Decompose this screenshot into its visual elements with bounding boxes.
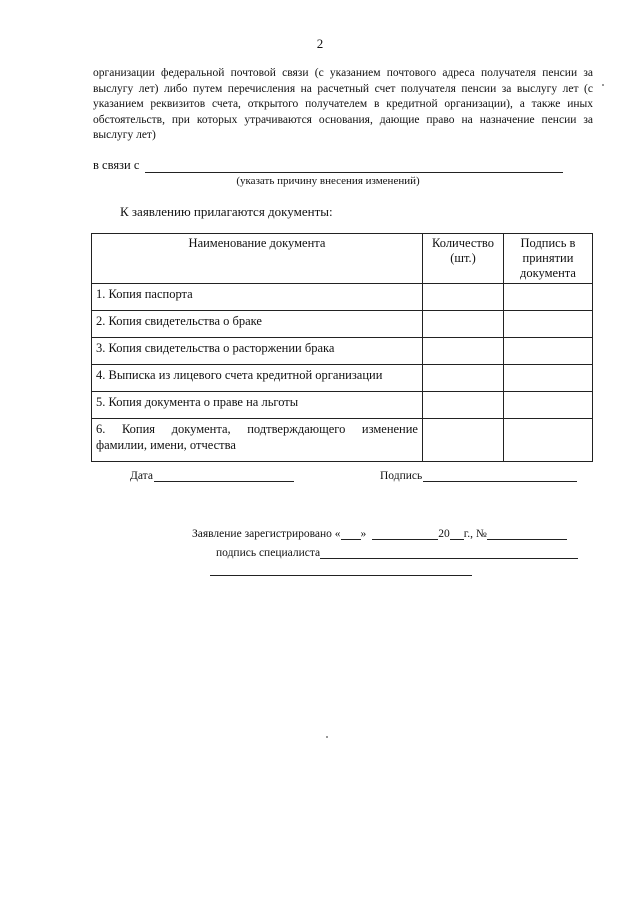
signature-cell xyxy=(504,311,593,338)
header-document-name: Наименование документа xyxy=(92,234,423,284)
page-number: 2 xyxy=(316,36,324,51)
signature-cell xyxy=(504,392,593,419)
reason-line xyxy=(93,158,563,173)
date-field xyxy=(130,470,294,482)
signature-cell xyxy=(504,338,593,365)
header-signature: Подпись в принятии документа xyxy=(504,234,593,284)
specialist-blank xyxy=(320,547,578,559)
documents-table xyxy=(91,233,593,462)
signature-blank xyxy=(423,470,577,482)
signature-label: Подпись xyxy=(380,470,423,482)
table-row xyxy=(92,311,593,338)
table-row xyxy=(92,392,593,419)
quantity-cell xyxy=(423,365,504,392)
table-row xyxy=(92,338,593,365)
specialist-signature-line xyxy=(216,547,578,559)
signature-cell xyxy=(504,365,593,392)
quantity-cell xyxy=(423,284,504,311)
table-row xyxy=(92,284,593,311)
registration-year-prefix: 20 xyxy=(438,528,450,540)
registration-quote-close: » xyxy=(360,528,367,540)
date-label: Дата xyxy=(130,470,153,482)
quantity-cell xyxy=(423,392,504,419)
table-header-row xyxy=(92,234,593,284)
scan-speck xyxy=(326,736,328,738)
table-row xyxy=(92,419,593,462)
registration-day-blank xyxy=(341,528,361,540)
quantity-cell xyxy=(423,311,504,338)
bottom-blank-line xyxy=(210,575,472,576)
signature-cell xyxy=(504,284,593,311)
document-name-cell: 3. Копия свидетельства о расторжении брака xyxy=(92,338,423,365)
scan-speck xyxy=(602,84,604,86)
reason-label: в связи с xyxy=(93,158,140,172)
document-name-cell: 5. Копия документа о праве на льготы xyxy=(92,392,423,419)
document-name-cell: 6. Копия документа, подтверждающего изменение фамилии, имени, отчества xyxy=(92,419,423,462)
quantity-cell xyxy=(423,419,504,462)
registration-number-blank xyxy=(487,528,567,540)
registration-prefix: Заявление зарегистрировано « xyxy=(192,528,341,540)
signature-field xyxy=(380,470,577,482)
registration-line xyxy=(192,528,567,540)
specialist-label: подпись специалиста xyxy=(216,547,321,559)
registration-year-suffix: г., № xyxy=(463,528,487,540)
reason-hint: (указать причину внесения изменений) xyxy=(236,175,420,187)
document-name-cell: 4. Выписка из лицевого счета кредитной организации xyxy=(92,365,423,392)
document-name-cell: 1. Копия паспорта xyxy=(92,284,423,311)
table-row xyxy=(92,365,593,392)
signature-cell xyxy=(504,419,593,462)
document-name-cell: 2. Копия свидетельства о браке xyxy=(92,311,423,338)
header-quantity: Количество (шт.) xyxy=(423,234,504,284)
reason-blank xyxy=(145,161,563,173)
intro-paragraph: организации федеральной почтовой связи (с указанием почтового адреса получателя пенсии за выслугу лет) либо путем перечисления на расчетный счет получателя пенсии за выслугу лет (с указанием реквизитов счета, открытого получателем в кредитной организации), а также иных обстоятельств, при которых утрачиваются основания, дающие право на назначение пенсии за выслугу лет) xyxy=(93,67,593,142)
attachments-intro: К заявлению прилагаются документы: xyxy=(120,204,333,219)
registration-month-blank xyxy=(372,528,438,540)
date-blank xyxy=(154,470,294,482)
quantity-cell xyxy=(423,338,504,365)
registration-year-blank xyxy=(450,528,464,540)
